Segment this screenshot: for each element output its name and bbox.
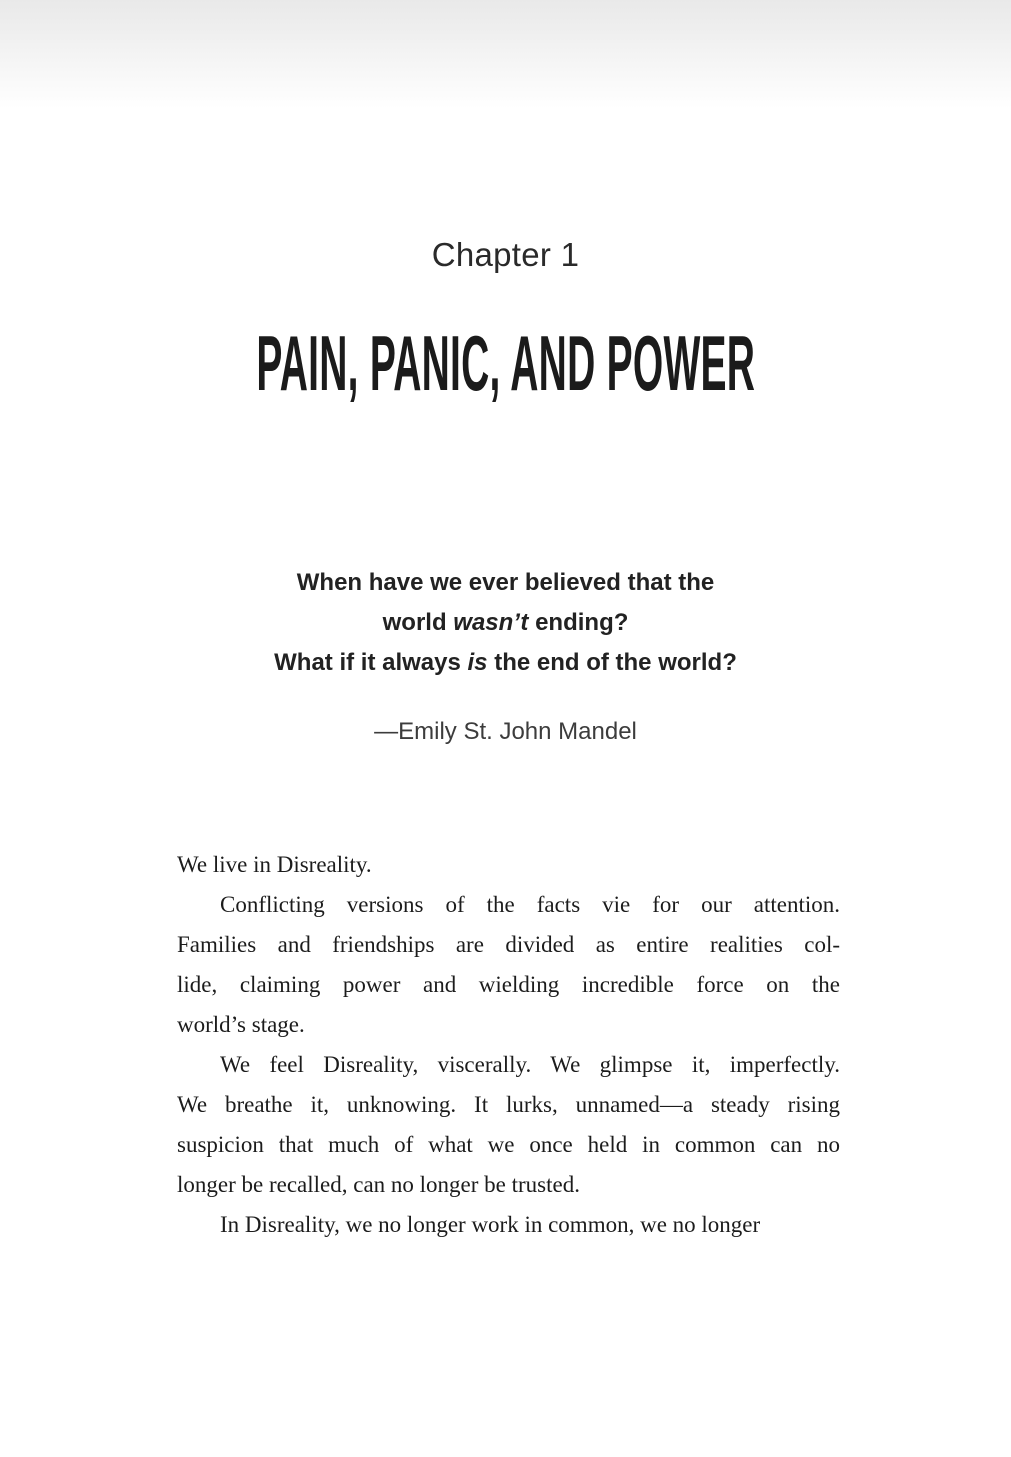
- body-line: We feel Disreality, viscerally. We glimpse it, imperfectly.: [220, 1052, 840, 1077]
- body-line: world’s stage.: [177, 1012, 305, 1037]
- body-line: longer be recalled, can no longer be trusted.: [177, 1172, 580, 1197]
- epigraph-text: What if it always: [274, 649, 468, 676]
- epigraph-attribution: —Emily St. John Mandel: [374, 718, 637, 745]
- paragraph: [177, 1045, 840, 1205]
- body-line: Families and friendships are divided as entire realities col-: [177, 932, 840, 957]
- epigraph-italic-word: is: [467, 649, 488, 676]
- epigraph-line: [0, 563, 1011, 603]
- body-line: lide, claiming power and wielding incredible force on the: [177, 972, 840, 997]
- chapter-title-text: PAIN, PANIC, AND POWER: [256, 319, 755, 407]
- epigraph-text: ending?: [528, 609, 629, 636]
- chapter-title: [0, 319, 1011, 407]
- epigraph-line: [0, 603, 1011, 643]
- epigraph-italic-word: wasn’t: [453, 609, 529, 636]
- body-line: In Disreality, we no longer work in common, we no longer: [220, 1212, 761, 1237]
- paragraph: [177, 845, 840, 885]
- body-line: Conflicting versions of the facts vie for our attention.: [220, 892, 840, 917]
- chapter-label: Chapter 1: [431, 236, 580, 273]
- epigraph: [0, 563, 1011, 683]
- epigraph-text: the end of the world?: [487, 649, 737, 676]
- epigraph-text: world: [382, 609, 454, 636]
- paragraph: [177, 885, 840, 1045]
- epigraph-line: [0, 643, 1011, 683]
- paragraph: [177, 1205, 840, 1245]
- page-top-shading: [0, 0, 1011, 108]
- body-line: We breathe it, unknowing. It lurks, unnamed—a steady rising: [177, 1092, 840, 1117]
- body-line: suspicion that much of what we once held in common can no: [177, 1132, 840, 1157]
- body-line: We live in Disreality.: [177, 852, 372, 877]
- body-text: [177, 845, 840, 1245]
- epigraph-text: When have we ever believed that the: [296, 569, 715, 596]
